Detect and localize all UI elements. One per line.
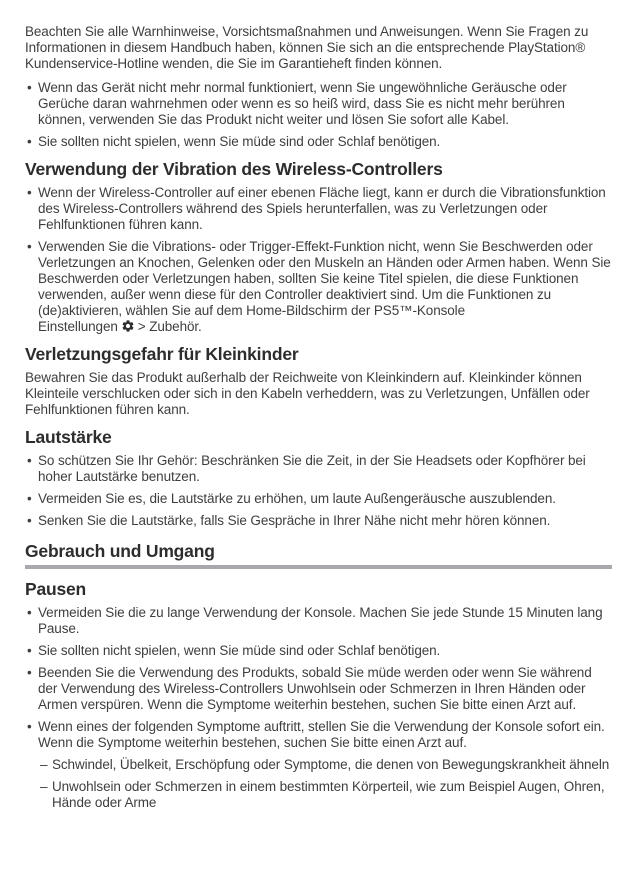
list-item [25, 605, 612, 637]
bullet-marker: • [27, 719, 32, 734]
bullet-marker: • [27, 80, 32, 95]
bullet-text: Wenn der Wireless-Controller auf einer ebenen Fläche liegt, kann er durch die Vibrationsfunktion des Wireless-Controllers während des Spiels herunterfallen, was zu Verletzungen oder Fehlfunktionen führen kann. [38, 185, 606, 232]
bullet-marker: • [27, 643, 32, 658]
bullet-marker: • [27, 185, 32, 200]
list-item [25, 513, 612, 529]
bullet-text [38, 239, 612, 335]
sub-bullet-text: Schwindel, Übelkeit, Erschöpfung oder Symptome, die denen von Bewegungskrankheit ähneln [52, 757, 610, 772]
settings-path-suffix: > Zubehör. [137, 319, 202, 334]
bullet-text: Sie sollten nicht spielen, wenn Sie müde sind oder Schlaf benötigen. [38, 643, 441, 658]
heading-pausen: Pausen [25, 579, 87, 599]
bullet-text: Vermeiden Sie es, die Lautstärke zu erhöhen, um laute Außengeräusche auszublenden. [38, 491, 556, 506]
bullet-marker: • [27, 665, 32, 680]
intro-bullet-list [25, 80, 612, 150]
list-item [25, 719, 612, 817]
settings-menu-label: Einstellungen [38, 319, 118, 334]
heading-kleinkinder: Verletzungsgefahr für Kleinkinder [25, 344, 299, 364]
sub-list-item [38, 757, 612, 773]
pausen-bullet-list [25, 605, 612, 817]
list-item [25, 665, 612, 713]
bullet-marker: • [27, 453, 32, 468]
bullet-marker: • [27, 491, 32, 506]
bullet-text: Wenn eines der folgenden Symptome auftritt, stellen Sie die Verwendung der Konsole sofort ein. Wenn die Symptome weiterhin bestehen, suchen Sie bitte einen Arzt auf. [38, 719, 605, 750]
list-item [25, 239, 612, 335]
lautstaerke-bullet-list [25, 453, 612, 529]
bullet-text-main: Verwenden Sie die Vibrations- oder Trigger-Effekt-Funktion nicht, wenn Sie Beschwerden oder Verletzungen an Knochen, Gelenken oder den Muskeln an Händen oder Armen haben. Wenn Sie Beschwerden oder Verletzungen haben, sollten Sie keine Titel spielen, die diese Funktionen verwenden, außer wenn diese für den Controller deaktiviert sind. Um die Funktionen zu (de)aktivieren, wählen Sie auf dem Home-Bildschirm der PS5™-Konsole [38, 239, 611, 318]
kleinkinder-paragraph: Bewahren Sie das Produkt außerhalb der Reichweite von Kleinkindern auf. Kleinkinder können Kleinteile verschlucken oder sich in den Kabeln verheddern, was zu Verletzungen, Unfällen oder Fehlfunktionen führen kann. [25, 370, 590, 417]
dash-marker: – [40, 779, 48, 794]
bullet-text: So schützen Sie Ihr Gehör: Beschränken Sie die Zeit, in der Sie Headsets oder Kopfhörer bei hoher Lautstärke benutzen. [38, 453, 586, 484]
bullet-text: Sie sollten nicht spielen, wenn Sie müde sind oder Schlaf benötigen. [38, 134, 441, 149]
heading-lautstaerke: Lautstärke [25, 427, 112, 447]
bullet-text: Wenn das Gerät nicht mehr normal funktioniert, wenn Sie ungewöhnliche Geräusche oder Gerüche daran wahrnehmen oder wenn es so heiß wird, dass Sie es nicht mehr berühren können, verwenden Sie das Produkt nicht weiter und lösen Sie sofort alle Kabel. [38, 80, 567, 127]
section-heading-gebrauch: Gebrauch und Umgang [25, 541, 215, 561]
sub-list-item [38, 779, 612, 811]
bullet-text-group [38, 719, 612, 817]
list-item [25, 453, 612, 485]
settings-gear-icon [121, 319, 135, 333]
vibration-bullet-list [25, 185, 612, 335]
list-item [25, 185, 612, 233]
intro-paragraph: Beachten Sie alle Warnhinweise, Vorsichtsmaßnahmen und Anweisungen. Wenn Sie Fragen zu Informationen in diesem Handbuch haben, können Sie sich an die entsprechende PlayStation® Kundenservice-Hotline wenden, die Sie im Garantieheft finden können. [25, 24, 589, 71]
bullet-marker: • [27, 134, 32, 149]
bullet-text: Vermeiden Sie die zu lange Verwendung der Konsole. Machen Sie jede Stunde 15 Minuten lang Pause. [38, 605, 603, 636]
bullet-marker: • [27, 605, 32, 620]
list-item [25, 643, 612, 659]
bullet-marker: • [27, 513, 32, 528]
dash-marker: – [40, 757, 48, 772]
list-item [25, 491, 612, 507]
list-item [25, 134, 612, 150]
sub-bullet-text: Unwohlsein oder Schmerzen in einem bestimmten Körperteil, wie zum Beispiel Augen, Ohren, Hände oder Arme [52, 779, 605, 810]
list-item [25, 80, 612, 128]
section-divider [25, 565, 612, 569]
bullet-text: Senken Sie die Lautstärke, falls Sie Gespräche in Ihrer Nähe nicht mehr hören können. [38, 513, 551, 528]
symptom-sub-list [38, 757, 612, 811]
bullet-text: Beenden Sie die Verwendung des Produkts, sobald Sie müde werden oder wenn Sie während der Verwendung des Wireless-Controllers Unwohlsein oder Schmerzen in Ihren Händen oder Armen verspüren. Wenn die Symptome weiterhin bestehen, suchen Sie bitte einen Arzt auf. [38, 665, 592, 712]
bullet-marker: • [27, 239, 32, 254]
heading-vibration: Verwendung der Vibration des Wireless-Controllers [25, 159, 443, 179]
